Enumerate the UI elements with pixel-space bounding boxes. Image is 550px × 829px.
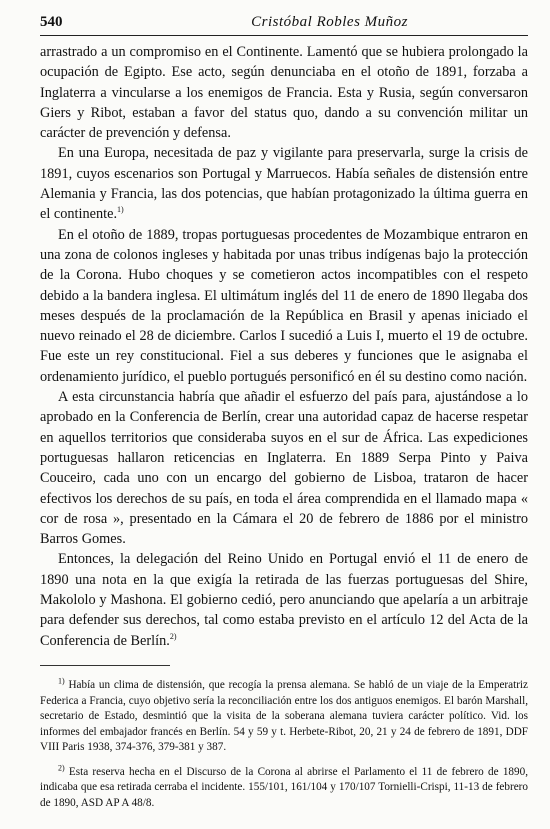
paragraph-3: En el otoño de 1889, tropas portuguesas procedentes de Mozambique entraron en una zona de colonos ingleses y habitada por unas tribus indígenas bajo la protección de la Corona. Hubo choques y se cometieron actos incompatibles con el respeto debido a la bandera inglesa. El ultimátum inglés del 11 de enero de 1890 llegaba dos meses después de la proclamación de la República en Brasil y apenas iniciado el nuevo reinado el 28 de diciembre. Carlos I sucedió a Luis I, muerto el 19 de octubre. Fue este un rey constitucional. Fiel a sus deberes y funciones que le asignaba el ordenamiento jurídico, el pueblo portugués personificó en él su destino como nación. (40, 226, 528, 385)
page-number: 540 (40, 14, 63, 30)
paragraph-2 (40, 143, 528, 224)
footnote-ref-2: 2) (169, 631, 177, 641)
footnote-2 (40, 765, 528, 812)
footnote-2-mark: 2) (58, 763, 65, 773)
paragraph-5-text: Entonces, la delegación del Reino Unido en Portugal envió el 11 de enero de 1890 una nota en la que exigía la retirada de las fuerzas portuguesas del Shire, Makololo y Mashona. El gobierno cedió, pero anunciando que apelaría a un arbitraje para defender sus derechos, tal como estaba previsto en el artículo 12 del Acta de la Conferencia de Berlín. (40, 551, 528, 649)
footnote-1-mark: 1) (58, 676, 65, 686)
paragraph-2-text: En una Europa, necesitada de paz y vigilante para preservarla, surge la crisis de 1891, cuyos escenarios son Portugal y Marruecos. Había señales de distensión entre Alemania y Francia, las dos potencias, que habían protagonizado la última guerra en el continente. (40, 145, 528, 223)
body-text (40, 42, 528, 651)
footnote-ref-1: 1) (117, 205, 124, 215)
paragraph-1: arrastrado a un compromiso en el Continente. Lamentó que se hubiera prolongado la ocupación de Egipto. Ese acto, según denunciaba en el otoño de 1891, forzaba a Inglaterra a vincularse a los enemigos de Francia. Esta y Rusia, según conversaron Giers y Ribot, estaban a favor del status quo, dando a su convención militar un carácter de prevención y defensa. (40, 44, 528, 142)
running-title: Cristóbal Robles Muñoz (251, 14, 408, 30)
paragraph-4: A esta circunstancia habría que añadir el esfuerzo del país para, ajustándose a lo aprobado en la Conferencia de Berlín, crear una autoridad capaz de hacerse respetar en aquellos territorios que consideraba suyos en el sur de África. Las expediciones portuguesas hallaron reticencias en Inglaterra. En 1889 Serpa Pinto y Paiva Couceiro, cada uno con un encargo del gobierno de Lisboa, trataron de hacer efectivos los derechos de su país, en toda el área comprendida en el llamado mapa « cor de rosa », presentado en la Cámara el 20 de febrero de 1886 por el ministro Barros Gomes. (40, 389, 528, 548)
footnote-2-text: Esta reserva hecha en el Discurso de la Corona al abrirse el Parlamento el 11 de febrero de 1890, indicaba que esa retirada cerraba el incidente. 155/101, 161/104 y 170/107 Tornielli-Crispi, 11-13 de febrero de 1890, ASD AP A 48/8. (40, 765, 528, 810)
footnote-divider (40, 665, 170, 666)
footnotes (40, 678, 528, 812)
footnote-1-text: Había un clima de distensión, que recogía la prensa alemana. Se habló de un viaje de la Emperatriz Federica a Francia, cuyo objetivo sería la reconciliación entre los dos antiguos enemigos. El barón Marshall, secretario de Estado, desmintió que la visita de la soberana alemana tuviera carácter político. Vid. los informes del embajador francés en Berlín. 54 y 59 y t. Herbete-Ribot, 20, 21 y 24 de febrero de 1891, DDF VIII Paris 1938, 374-376, 379-381 y 387. (40, 678, 529, 754)
footnote-1 (40, 678, 528, 756)
paragraph-5 (40, 549, 528, 650)
page-header (40, 14, 528, 36)
